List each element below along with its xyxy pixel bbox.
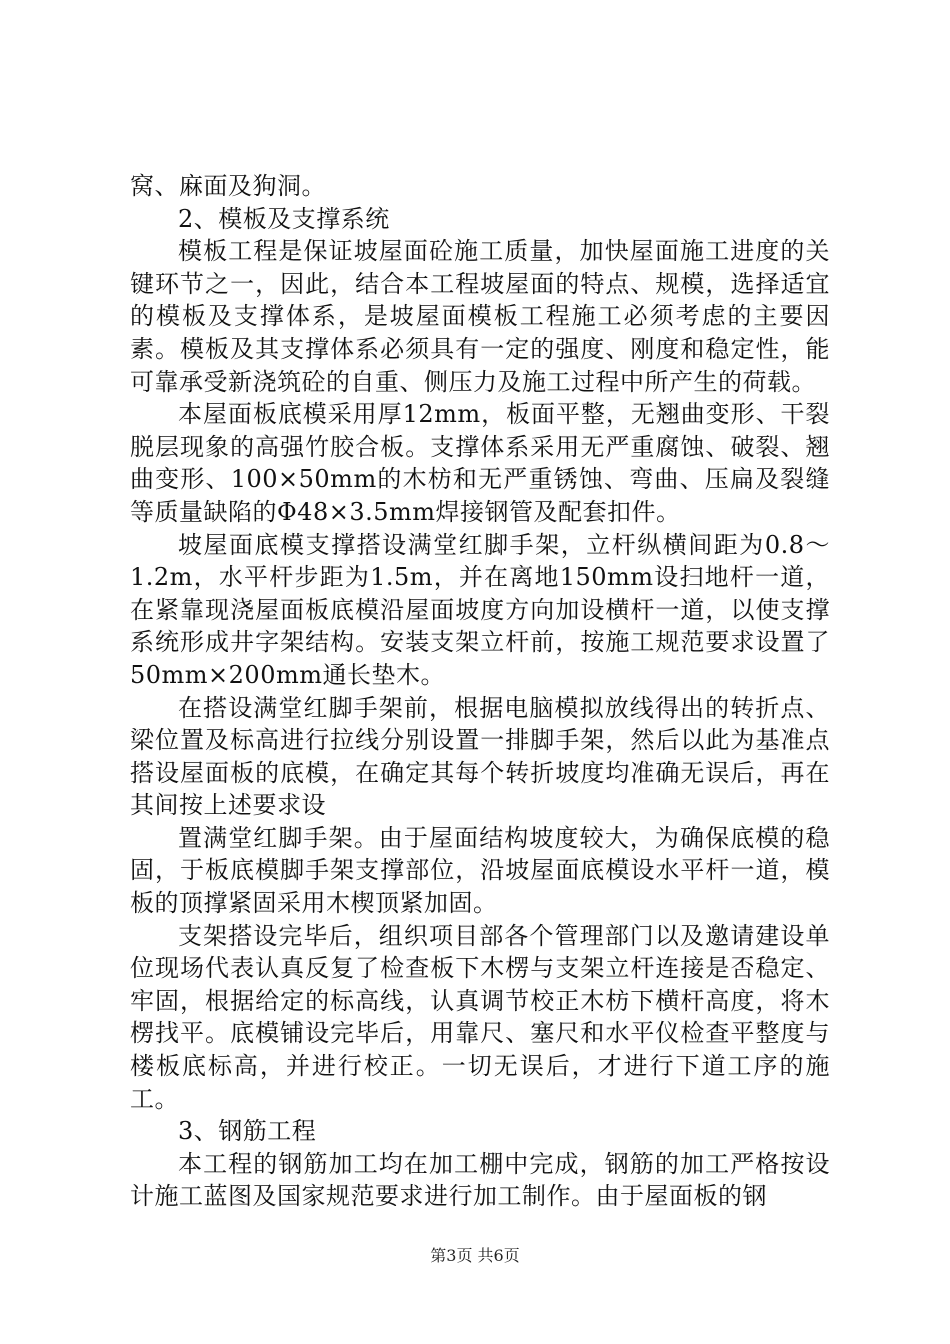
paragraph-6: 在搭设满堂红脚手架前，根据电脑模拟放线得出的转折点、梁位置及标高进行拉线分别设置一排脚手架，然后以此为基准点搭设屋面板的底模，在确定其每个转折坡度均准确无误后，再在其间按上述要求设 [130,693,830,820]
page-footer: 第3页 共6页 [430,1246,520,1265]
paragraph-8: 支架搭设完毕后，组织项目部各个管理部门以及邀请建设单位现场代表认真反复了检查板下木楞与支架立杆连接是否稳定、牢固，根据给定的标高线，认真调节校正木枋下横杆高度，将木楞找平。底模铺设完毕后，用靠尺、塞尺和水平仪检查平整度与楼板底标高，并进行校正。一切无误后，才进行下道工序的施工。 [130,921,830,1113]
section-heading-rebar: 3、钢筋工程 [178,1117,317,1146]
paragraph-3: 模板工程是保证坡屋面砼施工质量，加快屋面施工进度的关键环节之一，因此，结合本工程坡屋面的特点、规模，选择适宜的模板及支撑体系，是坡屋面模板工程施工必须考虑的主要因素。模板及其支撑体系必须具有一定的强度、刚度和稳定性，能可靠承受新浇筑砼的自重、侧压力及施工过程中所产生的荷载。 [130,237,830,396]
paragraph-5: 坡屋面底模支撑搭设满堂红脚手架，立杆纵横间距为0.8～1.2m，水平杆步距为1.5m，并在离地150mm设扫地杆一道，在紧靠现浇屋面板底模沿屋面坡度方向加设横杆一道，以使支撑系统形成井字架结构。安装支架立杆前，按施工规范要求设置了50mm×200mm通长垫木。 [130,530,830,689]
paragraph-4: 本屋面板底模采用厚12mm，板面平整，无翘曲变形、干裂脱层现象的高强竹胶合板。支撑体系采用无严重腐蚀、破裂、翘曲变形、100×50mm的木枋和无严重锈蚀、弯曲、压扁及裂缝等质量缺陷的Φ48×3.5mm焊接钢管及配套扣件。 [130,400,830,526]
paragraph-10: 本工程的钢筋加工均在加工棚中完成，钢筋的加工严格按设计施工蓝图及国家规范要求进行加工制作。由于屋面板的钢 [130,1149,830,1211]
paragraph-7: 置满堂红脚手架。由于屋面结构坡度较大，为确保底模的稳固，于板底模脚手架支撑部位，沿坡屋面底模设水平杆一道，模板的顶撑紧固采用木楔顶紧加固。 [130,823,830,918]
document-body [130,170,830,1213]
section-heading-formwork: 2、模板及支撑系统 [178,204,390,233]
paragraph-1: 窝、麻面及狗洞。 [130,172,326,200]
